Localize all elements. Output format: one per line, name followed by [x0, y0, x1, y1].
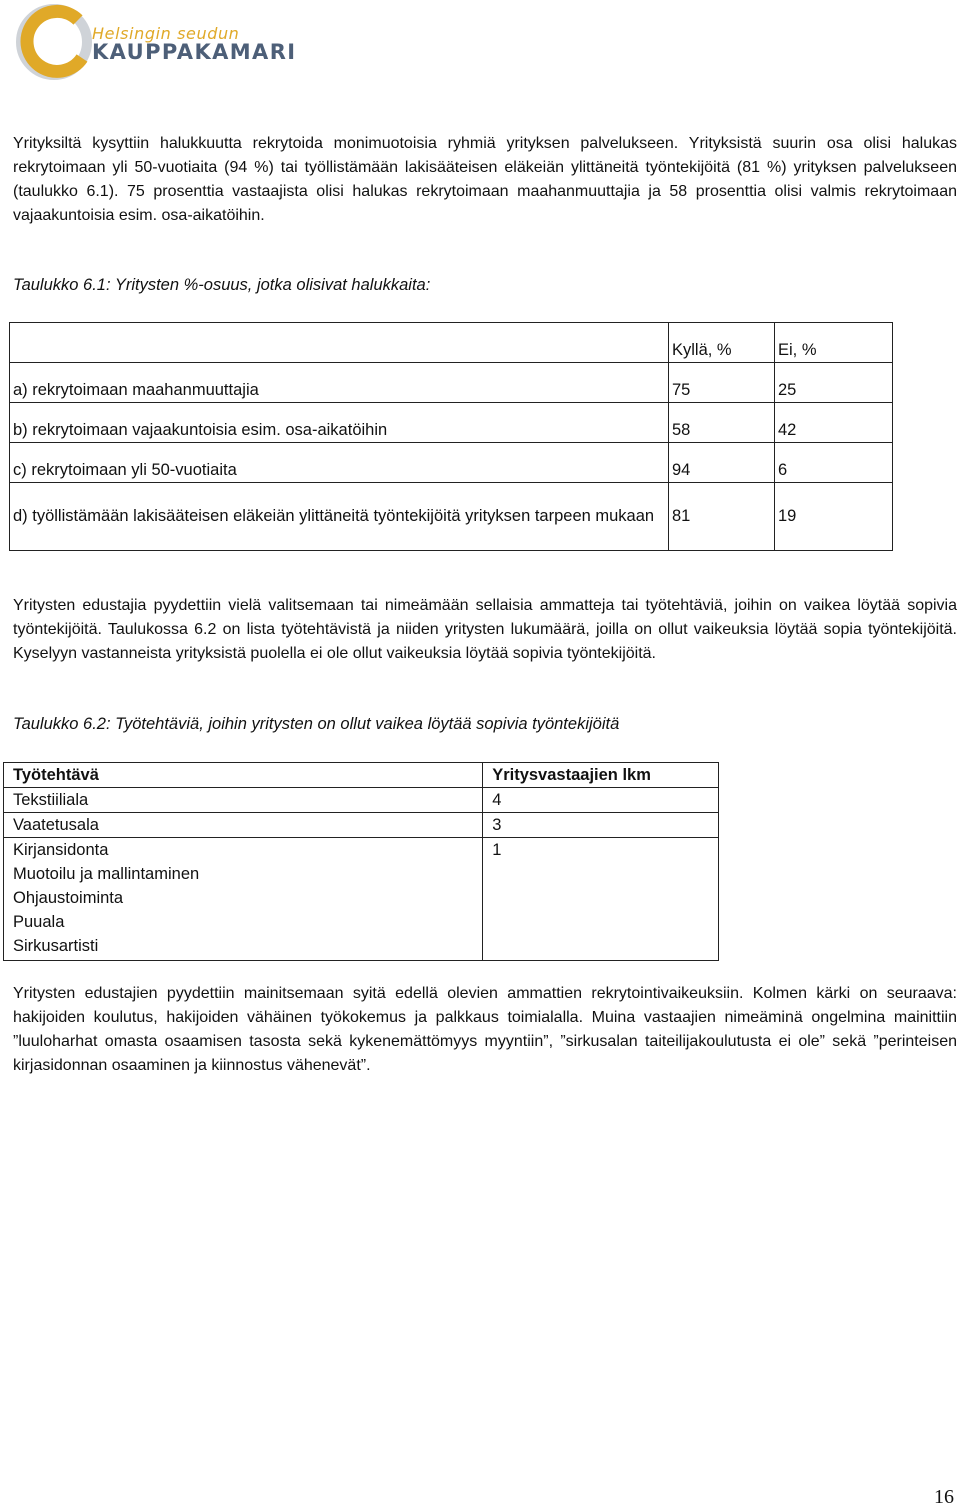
page-number: 16 — [934, 1486, 954, 1508]
table-cell: b) rekrytoimaan vajaakuntoisia esim. osa-aikatöihin — [10, 403, 669, 443]
table-cell: 19 — [775, 483, 893, 551]
table-cell: 25 — [775, 363, 893, 403]
table-row — [10, 443, 893, 483]
willingness-table — [9, 322, 893, 551]
table-header-cell: Kyllä, % — [669, 323, 775, 363]
list-item: 1 — [492, 841, 502, 859]
intro-paragraph: Yrityksiltä kysyttiin halukkuutta rekrytoida monimuotoisia ryhmiä yrityksen palvelukseen. Yrityksistä suurin osa olisi halukas rekrytoimaan yli 50-vuotiaita (94 %) tai työllistämään lakisääteisen eläkeiän ylittäneitä työntekijöitä (81 %) yrityksen palvelukseen (taulukko 6.1). 75 prosenttia vastaajista olisi halukas rekrytoimaan maahanmuuttajia ja 58 prosenttia olisi valmis rekrytoimaan vajaakuntoisia esim. osa-aikatöihin. — [13, 135, 957, 224]
job-roles-table — [3, 762, 719, 961]
final-paragraph: Yritysten edustajien pyydettiin mainitsemaan syitä edellä olevien ammattien rekrytointivaikeuksiin. Kolmen kärki on seuraava: hakijoiden koulutus, hakijoiden vähäinen työkokemus ja palkkaus toimialalla. Muina vastaajien nimeäminä ongelmina mainittiin ”luuloharhat omasta osaamisen tasosta sekä kykenemättömyys myyntiin”, ”sirkusalan taiteilijakoulutusta ei ole” sekä ”perinteisen kirjasidonnan osaaminen ja kiinnostus vähenevät”. — [13, 985, 957, 1074]
table1-caption: Taulukko 6.1: Yritysten %-osuus, jotka olisivat halukkaita: — [13, 276, 431, 294]
table-header-cell: Ei, % — [775, 323, 893, 363]
table-cell — [4, 838, 483, 961]
list-item: Sirkusartisti — [13, 937, 99, 955]
logo-ring-emblem — [12, 0, 92, 82]
list-item: Kirjansidonta — [13, 841, 109, 859]
table-header-row — [4, 763, 719, 788]
table-cell: Vaatetusala — [4, 813, 483, 838]
table-row — [10, 483, 893, 551]
table-cell: 4 — [483, 788, 719, 813]
table-row — [10, 403, 893, 443]
table-row — [4, 813, 719, 838]
table-cell: c) rekrytoimaan yli 50-vuotiaita — [10, 443, 669, 483]
logo-text-line1: Helsingin seudun — [92, 24, 240, 43]
table-cell: 6 — [775, 443, 893, 483]
table-cell: Tekstiiliala — [4, 788, 483, 813]
table-cell: 3 — [483, 813, 719, 838]
table2-caption: Taulukko 6.2: Työtehtäviä, joihin yritysten on ollut vaikea löytää sopivia työntekijöitä — [13, 715, 620, 733]
table-header-cell: Yritysvastaajien lkm — [483, 763, 719, 788]
table-cell: d) työllistämään lakisääteisen eläkeiän ylittäneitä työntekijöitä yrityksen tarpeen mukaan — [10, 483, 669, 551]
middle-paragraph: Yritysten edustajia pyydettiin vielä valitsemaan tai nimeämään sellaisia ammatteja tai työtehtäviä, joihin on vaikea löytää sopivia työntekijöitä. Taulukossa 6.2 on lista työtehtävistä ja niiden yritysten lukumäärä, joilla on ollut vaikeuksia löytää sopia työntekijöitä. Kyselyyn vastanneista yrityksistä puolella ei ole ollut vaikeuksia löytää sopivia työntekijöitä. — [13, 597, 957, 662]
table-cell: 94 — [669, 443, 775, 483]
table-cell: 58 — [669, 403, 775, 443]
chamber-logo — [12, 0, 302, 82]
table-header-cell — [10, 323, 669, 363]
table-cell: a) rekrytoimaan maahanmuuttajia — [10, 363, 669, 403]
list-item: Muotoilu ja mallintaminen — [13, 865, 200, 883]
logo-text-line2: KAUPPAKAMARI — [92, 40, 297, 64]
table-row — [10, 363, 893, 403]
table-cell: 81 — [669, 483, 775, 551]
table-cell — [483, 838, 719, 961]
table-row — [4, 788, 719, 813]
list-item: Ohjaustoiminta — [13, 889, 124, 907]
list-item: Puuala — [13, 913, 65, 931]
table-header-cell: Työtehtävä — [4, 763, 483, 788]
table-cell: 42 — [775, 403, 893, 443]
table-header-row — [10, 323, 893, 363]
table-row — [4, 838, 719, 961]
table-cell: 75 — [669, 363, 775, 403]
